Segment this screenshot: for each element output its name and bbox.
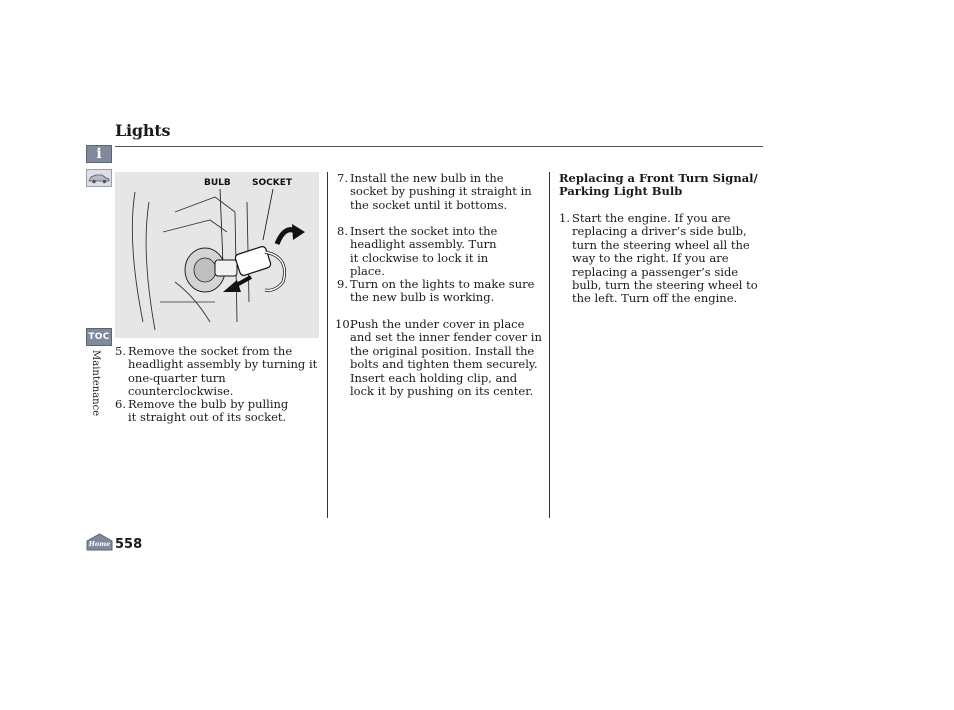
instruction-step: [115, 398, 295, 425]
bulb-callout: BULB: [204, 178, 231, 188]
step-text: Remove the bulb by pulling it straight out of its socket.: [128, 397, 289, 425]
instruction-step: [337, 172, 542, 212]
instruction-step: [335, 318, 543, 398]
toc-button[interactable]: [86, 328, 112, 346]
step-text: Install the new bulb in the socket by pushing it straight in the socket until it bottoms.: [350, 171, 532, 212]
step-number: 9.: [337, 277, 348, 291]
info-button[interactable]: [86, 145, 112, 163]
step-text: Remove the socket from the headlight assembly by turning it one-quarter turn counterclockwise.: [128, 344, 318, 399]
headlight-drawing: [115, 172, 319, 338]
instruction-step: [337, 278, 537, 305]
step-text: Turn on the lights to make sure the new bulb is working.: [350, 277, 535, 305]
socket-callout: SOCKET: [252, 178, 292, 188]
home-label: Home: [88, 540, 111, 548]
step-number: 8.: [337, 224, 348, 238]
home-button[interactable]: [86, 533, 113, 551]
car-icon: [87, 170, 111, 186]
step-text: Push the under cover in place and set the inner fender cover in the original position. Install the bolts and tighten them securely. Insert each holding clip, and lock it by pushing on its center.: [350, 317, 542, 399]
info-icon: i: [96, 146, 102, 162]
step-number: 10.: [335, 317, 354, 331]
step-number: 6.: [115, 397, 126, 411]
step-text: Insert the socket into the headlight assembly. Turn it clockwise to lock it in place.: [350, 224, 498, 279]
page-title: Lights: [115, 121, 171, 140]
section-heading: Replacing a Front Turn Signal/ Parking Light Bulb: [559, 171, 758, 199]
title-rule: [115, 146, 763, 147]
step-number: 7.: [337, 171, 348, 185]
column-divider: [327, 172, 328, 518]
section-label: Maintenance: [90, 350, 101, 417]
page-number: 558: [115, 537, 143, 552]
headlight-socket-illustration: [115, 172, 319, 338]
column-divider: [549, 172, 550, 518]
instruction-step: [337, 225, 507, 279]
step-text: Start the engine. If you are replacing a driver’s side bulb, turn the steering wheel all the way to the right. If you are replacing a passenger’s side bulb, turn the steering wheel to the left. Turn off the engine.: [572, 211, 758, 306]
instruction-step: [115, 345, 325, 399]
vehicle-index-button[interactable]: [86, 169, 112, 187]
toc-label: TOC: [88, 332, 110, 342]
step-number: 5.: [115, 344, 126, 358]
step-number: 1.: [559, 211, 570, 225]
instruction-step: [559, 212, 764, 306]
